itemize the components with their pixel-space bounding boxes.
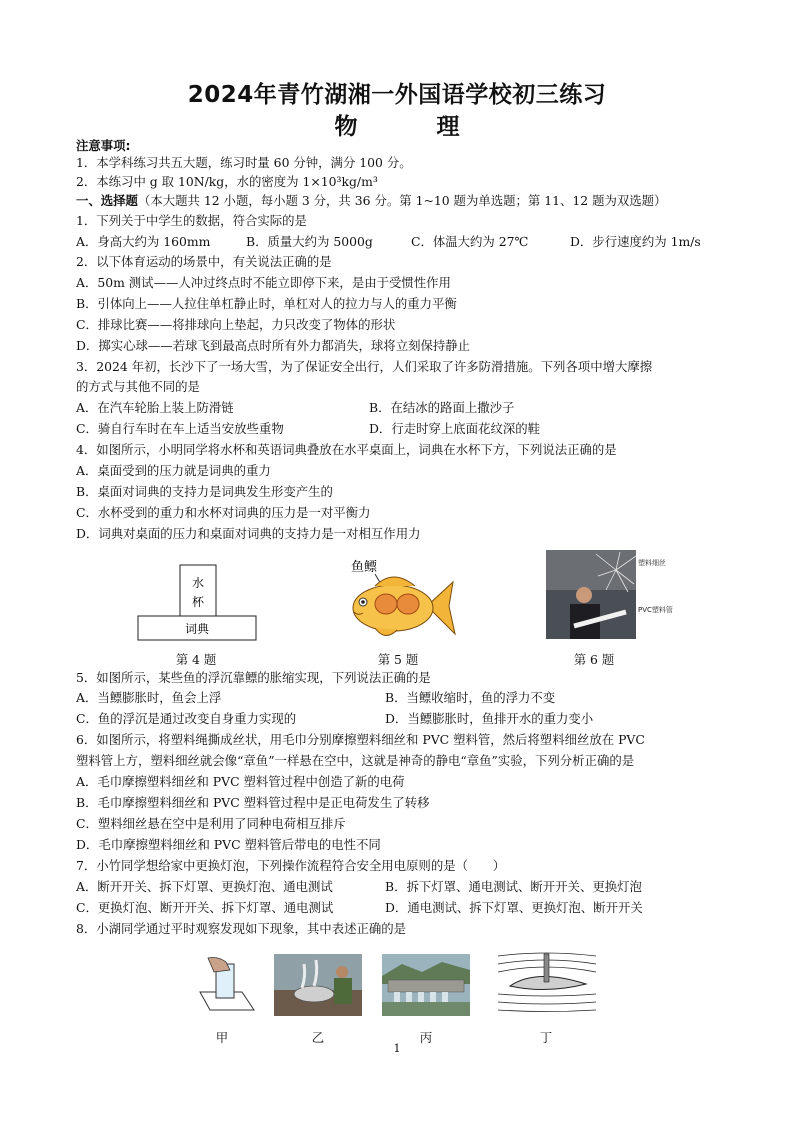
figure-5-caption: 第 5 题 [377,652,419,667]
q2-option-a: A．50m 测试——人冲过终点时不能立即停下来，是由于受惯性作用 [76,275,451,290]
notice-heading: 注意事项: [76,138,131,153]
notice-item-1: 1．本学科练习共五大题，练习时量 60 分钟，满分 100 分。 [76,155,412,170]
pvc-pipe-label: PVC塑料管 [638,606,673,614]
q3-stem-line2: 的方式与其他不同的是 [76,379,200,394]
q4-option-a: A．桌面受到的压力就是词典的重力 [76,463,271,478]
river-bank [382,1002,470,1016]
subject-title: 物 理 [334,114,488,140]
hand [208,958,230,973]
figure-ding-airfoil [496,950,598,1016]
q2-option-d: D．掷实心球——若球飞到最高点时所有外力都消失，球将立刻保持静止 [76,338,471,353]
book-label: 词典 [184,622,210,636]
q5-option-b: B．当鳔收缩时，鱼的浮力不变 [385,690,556,705]
q7-option-b: B．拆下灯罩、通电测试、断开开关、更换灯泡 [385,879,642,894]
figure-ding-label: 丁 [539,1030,553,1045]
cup-label-1: 水 [191,576,205,590]
q4-stem: 4．如图所示，小明同学将水杯和英语词典叠放在水平桌面上，词典在水杯下方，下列说法正确的是 [76,442,617,457]
section1-heading: 一、选择题 [76,193,138,208]
q5-stem: 5．如图所示，某些鱼的浮沉靠鳔的胀缩实现，下列说法正确的是 [76,670,431,685]
cup-label-2: 杯 [191,595,205,609]
q6-stem-line2: 塑料管上方，塑料细丝就会像“章鱼”一样悬在空中，这就是神奇的静电“章鱼”实验，下列分析正确的是 [76,753,635,768]
q3-option-d: D．行走时穿上底面花纹深的鞋 [369,421,541,436]
swim-bladder-front [375,594,397,614]
figure-6-static-octopus-photo [546,550,673,640]
dam-wall [388,980,464,992]
q5-option-a: A．当鳔膨胀时，鱼会上浮 [76,690,222,705]
q1-option-b: B．质量大约为 5000g [246,234,373,249]
figure-jia-glass-paper [196,954,256,1016]
q6-stem-line1: 6．如图所示，将塑料绳撕成丝状，用毛巾分别摩擦塑料细丝和 PVC 塑料管，然后将塑料细丝放在 PVC [76,732,645,747]
q5-option-d: D．当鳔膨胀时，鱼排开水的重力变小 [385,711,594,726]
exam-title: 2024年青竹湖湘一外国语学校初三练习 [187,82,607,108]
q4-option-b: B．桌面对词典的支持力是词典发生形变产生的 [76,484,333,499]
q2-stem: 2．以下体育运动的场景中，有关说法正确的是 [76,254,332,269]
person-head [576,587,592,603]
q1-option-d: D．步行速度约为 1m/s [570,234,701,249]
support-rod [544,954,549,982]
page-number: 1 [393,1042,401,1055]
q2-option-b: B．引体向上——人拉住单杠静止时，单杠对人的拉力与人的重力平衡 [76,296,457,311]
q6-option-a: A．毛巾摩擦塑料细丝和 PVC 塑料管过程中创造了新的电荷 [76,774,405,789]
figure-5-fish [345,556,457,646]
section1-desc: （本大题共 12 小题，每小题 3 分，共 36 分。第 1~10 题为单选题；第 11、12 题为双选题） [137,193,667,208]
q3-option-b: B．在结冰的路面上撒沙子 [369,400,515,415]
figure-6-caption: 第 6 题 [573,652,615,667]
figure-4-caption: 第 4 题 [175,652,217,667]
figure-bing-dam-photo [382,954,470,1016]
q7-stem: 7．小竹同学想给家中更换灯泡，下列操作流程符合安全用电原则的是（ ） [76,858,506,873]
q7-option-a: A．断开开关、拆下灯罩、更换灯泡、通电测试 [76,879,333,894]
q1-option-a: A．身高大约为 160mm [76,234,211,249]
q7-option-c: C．更换灯泡、断开开关、拆下灯罩、通电测试 [76,900,334,915]
q6-option-b: B．毛巾摩擦塑料细丝和 PVC 塑料管过程中是正电荷发生了转移 [76,795,430,810]
q1-stem: 1．下列关于中学生的数据，符合实际的是 [76,213,307,228]
notice-item-2: 2．本练习中 g 取 10N/kg，水的密度为 1×10³kg/m³ [76,174,378,189]
figure-4-cup-dictionary [136,560,260,644]
q3-option-a: A．在汽车轮胎上装上防滑链 [76,400,234,415]
q7-option-d: D．通电测试、拆下灯罩、更换灯泡、断开开关 [385,900,643,915]
q4-option-d: D．词典对桌面的压力和桌面对词典的支持力是一对相互作用力 [76,526,421,541]
q6-option-c: C．塑料细丝悬在空中是利用了同种电荷相互排斥 [76,816,346,831]
pot [294,986,334,1002]
q6-option-d: D．毛巾摩擦塑料细丝和 PVC 塑料管后带电的电性不同 [76,837,381,852]
q8-stem: 8．小湖同学通过平时观察发现如下现象，其中表述正确的是 [76,921,407,936]
figure-yi-label: 乙 [311,1030,325,1045]
figure-yi-cooking-photo [274,954,362,1016]
q3-option-c: C．骑自行车时在车上适当安放些重物 [76,421,284,436]
person-figure [334,978,352,1004]
q4-option-c: C．水杯受到的重力和水杯对词典的压力是一对平衡力 [76,505,371,520]
plastic-thread-label: 塑料细丝 [638,559,666,567]
swim-bladder-back [397,594,419,614]
section1-header [76,191,666,211]
fish-label: 鱼鳔 [351,560,378,575]
fish-dorsal-fin [375,577,415,586]
figure-jia-label: 甲 [215,1030,229,1045]
q5-option-c: C．鱼的浮沉是通过改变自身重力实现的 [76,711,297,726]
q2-option-c: C．排球比赛——将排球向上垫起，力只改变了物体的形状 [76,317,396,332]
q1-option-c: C．体温大约为 27℃ [411,234,529,249]
q3-stem-line1: 3．2024 年初，长沙下了一场大雪，为了保证安全出行，人们采取了许多防滑措施。下列各项中增大摩擦 [76,359,653,374]
figure-bing-label: 丙 [419,1030,433,1045]
